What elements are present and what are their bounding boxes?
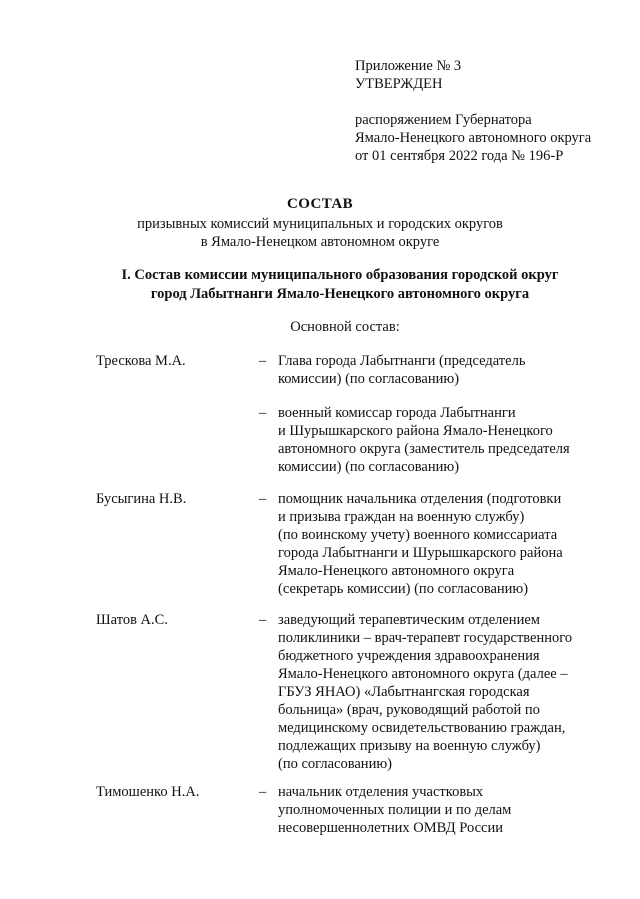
role-line: (по согласованию) — [278, 756, 392, 772]
role-line: и Шурышкарского района Ямало-Ненецкого — [278, 423, 553, 439]
member-role — [278, 352, 525, 388]
subtitle-line2: в Ямало-Ненецком автономном округе — [200, 234, 440, 250]
section-heading-line1: I. Состав комиссии муниципального образования городской округ — [121, 267, 559, 283]
member-dash: – — [259, 405, 267, 421]
role-line: (по воинскому учету) военного комиссариата — [278, 527, 558, 543]
document-title: СОСТАВ — [286, 196, 353, 212]
member-name: Шатов А.С. — [96, 612, 168, 628]
role-line: (секретарь комиссии) (по согласованию) — [278, 581, 529, 597]
member-dash: – — [259, 612, 267, 628]
role-line: Ямало-Ненецкого автономного округа (далее – — [278, 666, 568, 682]
role-line: больница» (врач, руководящий работой по — [278, 702, 540, 718]
subtitle-line1: призывных комиссий муниципальных и городских округов — [137, 216, 503, 232]
member-dash: – — [259, 353, 267, 369]
member-dash: – — [259, 784, 267, 800]
role-line: медицинскому освидетельствованию граждан, — [278, 720, 566, 736]
section-heading — [0, 266, 640, 304]
member-role — [278, 611, 572, 773]
document-subtitle — [0, 215, 640, 251]
appendix-number: Приложение № 3 — [355, 58, 462, 74]
role-line: военный комиссар города Лабытнанги — [278, 405, 516, 421]
role-line: Ямало-Ненецкого автономного округа — [278, 563, 515, 579]
main-composition-label: Основной состав: — [290, 319, 400, 335]
member-dash: – — [259, 491, 267, 507]
member-name: Трескова М.А. — [96, 353, 186, 369]
member-role — [278, 490, 563, 598]
role-line: Глава города Лабытнанги (председатель — [278, 353, 526, 369]
approval-order-line2: Ямало-Ненецкого автономного округа — [355, 130, 592, 146]
approval-order-date: от 01 сентября 2022 года № 196-Р — [355, 148, 564, 164]
member-name: Тимошенко Н.А. — [96, 784, 200, 800]
member-name: Бусыгина Н.В. — [96, 491, 187, 507]
role-line: уполномоченных полиции и по делам — [278, 802, 512, 818]
role-line: ГБУЗ ЯНАО) «Лабытнангская городская — [278, 684, 530, 700]
approval-order-line1: распоряжением Губернатора — [355, 112, 532, 128]
approval-block — [355, 57, 591, 165]
role-line: бюджетного учреждения здравоохранения — [278, 648, 540, 664]
role-line: начальник отделения участковых — [278, 784, 484, 800]
role-line: помощник начальника отделения (подготовки — [278, 491, 562, 507]
role-line: комиссии) (по согласованию) — [278, 371, 460, 387]
role-line: подлежащих призыву на военную службу) — [278, 738, 541, 754]
member-role — [278, 404, 570, 476]
role-line: заведующий терапевтическим отделением — [278, 612, 540, 628]
approved-stamp: УТВЕРЖДЕН — [355, 76, 443, 92]
role-line: поликлиники – врач-терапевт государственного — [278, 630, 573, 646]
role-line: города Лабытнанги и Шурышкарского района — [278, 545, 563, 561]
role-line: и призыва граждан на военную службу) — [278, 509, 525, 525]
role-line: комиссии) (по согласованию) — [278, 459, 460, 475]
role-line: несовершеннолетних ОМВД России — [278, 820, 503, 836]
member-role — [278, 783, 511, 837]
section-heading-line2: город Лабытнанги Ямало-Ненецкого автономного округа — [150, 286, 530, 302]
approval-spacer — [355, 93, 591, 111]
role-line: автономного округа (заместитель председателя — [278, 441, 570, 457]
